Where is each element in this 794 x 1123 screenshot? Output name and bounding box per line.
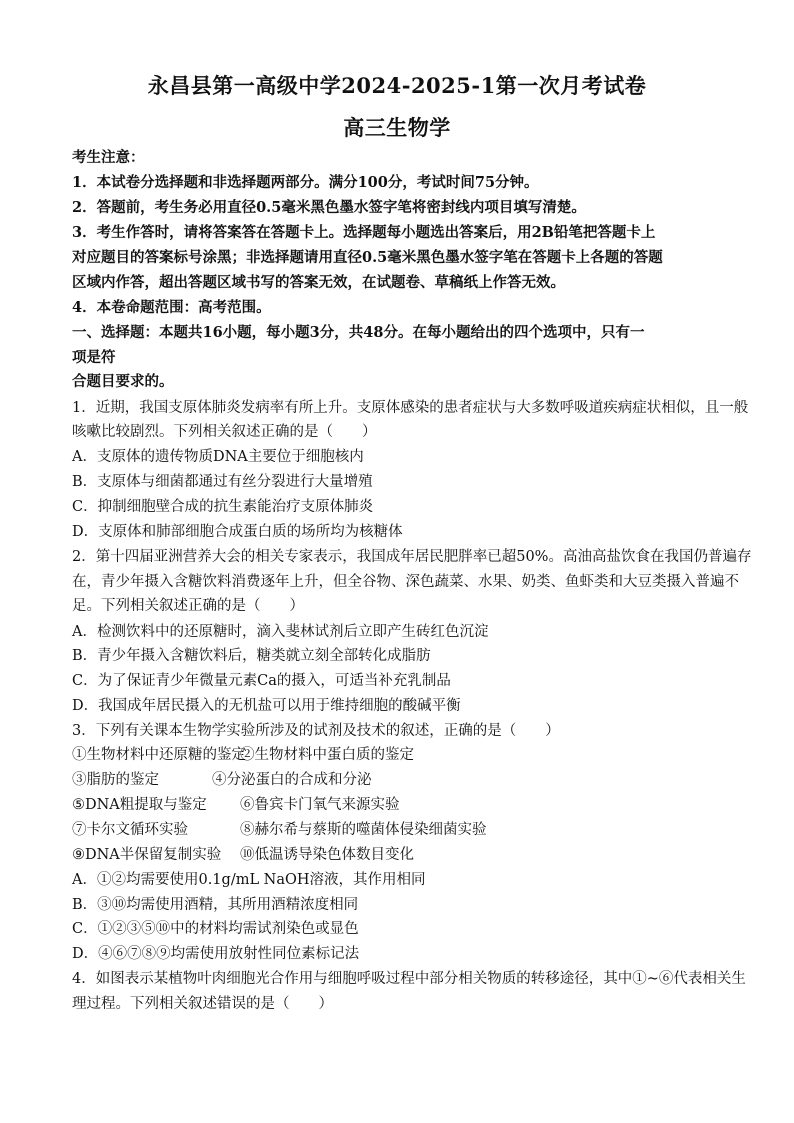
notice-line: 3．考生作答时，请将答案答在答题卡上。选择题每小题选出答案后，用2B铅笔把答题卡上 [72,224,656,241]
notice-heading: 考生注意： [72,149,145,166]
question-4-stem: 4．如图表示某植物叶肉细胞光合作用与细胞呼吸过程中部分相关物质的转移途径，其中①~⑥代表相关生 [72,971,746,987]
section-heading-line: 项是符 [72,349,116,366]
question-2-stem: 在，青少年摄入含糖饮料消费逐年上升，但全谷物、深色蔬菜、水果、奶类、鱼虾类和大豆类摄入普遍不 [72,574,739,590]
question-1-stem: 1．近期，我国支原体肺炎发病率有所上升。支原体感染的患者症状与大多数呼吸道疾病症状相似，且一般 [72,400,749,416]
question-3-item: ①生物材料中还原糖的鉴定 [72,747,246,763]
question-2-option-c: C．为了保证青少年微量元素Ca的摄入，可适当补充乳制品 [72,673,451,689]
question-2-stem: 2．第十四届亚洲营养大会的相关专家表示，我国成年居民肥胖率已超50%。高油高盐饮食在我国仍普遍存 [72,549,752,565]
question-1-option-a: A．支原体的遗传物质DNA主要位于细胞核内 [72,449,364,465]
question-3-item: ⑨DNA半保留复制实验 [72,847,222,863]
section-heading-line: 合题目要求的。 [72,373,174,390]
question-2-option-a: A．检测饮料中的还原糖时，滴入斐林试剂后立即产生砖红色沉淀 [72,624,489,640]
question-3-item: ⑥鲁宾卡门氧气来源实验 [240,797,400,813]
notice-line: 1．本试卷分选择题和非选择题两部分。满分100分，考试时间75分钟。 [72,174,539,191]
question-3-option-b: B．③⑩均需使用酒精，其所用酒精浓度相同 [72,897,359,913]
question-3-item: ③脂肪的鉴定 [72,772,159,788]
question-3-item: ⑦卡尔文循环实验 [72,822,188,838]
question-3-item: ⑩低温诱导染色体数目变化 [240,847,414,863]
question-3-item: ⑧赫尔希与蔡斯的噬菌体侵染细菌实验 [240,822,487,838]
question-3-option-a: A．①②均需要使用0.1g/mL NaOH溶液，其作用相同 [72,872,426,888]
question-3-item-row [72,746,722,764]
question-3-option-c: C．①②③⑤⑩中的材料均需试剂染色或显色 [72,921,359,937]
question-1-stem: 咳嗽比较剧烈。下列相关叙述正确的是（ ） [72,424,377,440]
question-3-option-d: D．④⑥⑦⑧⑨均需使用放射性同位素标记法 [72,946,360,962]
question-2-stem: 足。下列相关叙述正确的是（ ） [72,598,304,614]
question-3-stem: 3．下列有关课本生物学实验所涉及的试剂及技术的叙述，正确的是（ ） [72,723,560,739]
question-3-item: ⑤DNA粗提取与鉴定 [72,797,207,813]
question-2-option-d: D．我国成年居民摄入的无机盐可以用于维持细胞的酸碱平衡 [72,698,461,714]
exam-subtitle: 高三生物学 [343,115,451,140]
notice-line: 4．本卷命题范围：高考范围。 [72,299,271,316]
question-3-item: ②生物材料中蛋白质的鉴定 [240,747,414,763]
notice-line: 对应题目的答案标号涂黑；非选择题请用直径0.5毫米黑色墨水签字笔在答题卡上各题的答题 [72,249,663,266]
question-3-item-row [72,796,722,814]
section-heading-line: 一、选择题：本题共16小题，每小题3分，共48分。在每小题给出的四个选项中，只有一 [72,324,645,341]
exam-title: 永昌县第一高级中学2024-2025-1第一次月考试卷 [147,73,647,98]
notice-line: 区域内作答，超出答题区域书写的答案无效，在试题卷、草稿纸上作答无效。 [72,274,565,291]
question-1-option-b: B．支原体与细菌都通过有丝分裂进行大量增殖 [72,474,373,490]
question-3-item-row [72,821,722,839]
question-4-stem: 理过程。下列相关叙述错误的是（ ） [72,996,333,1012]
question-1-option-c: C．抑制细胞壁合成的抗生素能治疗支原体肺炎 [72,499,374,515]
question-2-option-b: B．青少年摄入含糖饮料后，糖类就立刻全部转化成脂肪 [72,648,431,664]
question-3-item: ④分泌蛋白的合成和分泌 [212,772,372,788]
notice-line: 2．答题前，考生务必用直径0.5毫米黑色墨水签字笔将密封线内项目填写清楚。 [72,199,586,216]
question-3-item-row [72,771,722,789]
question-3-item-row [72,846,722,864]
question-1-option-d: D．支原体和肺部细胞合成蛋白质的场所均为核糖体 [72,524,403,540]
